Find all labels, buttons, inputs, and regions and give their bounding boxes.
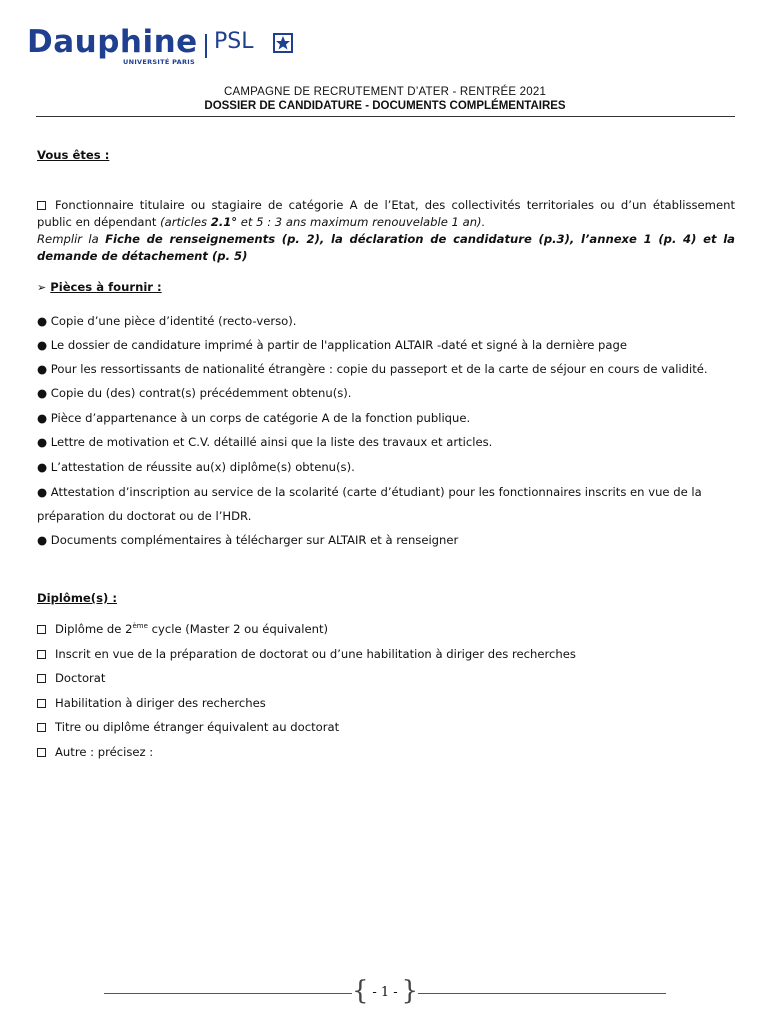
diplome-label: Titre ou diplôme étranger équivalent au doctorat	[55, 720, 340, 734]
arrow-bullet-icon: ➢	[37, 281, 47, 294]
diplome-label: Autre : précisez :	[55, 745, 154, 759]
diplome-label-prefix: Diplôme de 2	[55, 622, 133, 636]
right-brace-icon: }	[401, 976, 418, 1006]
pieces-heading-row	[37, 280, 162, 294]
pieces-item: ● L’attestation de réussite au(x) diplôme(s) obtenu(s).	[37, 460, 355, 474]
pieces-heading: Pièces à fournir :	[50, 280, 162, 294]
dauphine-psl-logo	[27, 24, 307, 70]
status-option	[37, 197, 735, 265]
pieces-item: ● Lettre de motivation et C.V. détaillé ainsi que la liste des travaux et articles.	[37, 435, 493, 449]
diplome-checkbox[interactable]	[37, 625, 46, 634]
logo-wordmark: Dauphine	[27, 24, 198, 60]
pieces-item: ● Documents complémentaires à télécharger sur ALTAIR et à renseigner	[37, 533, 459, 547]
diplome-option	[37, 696, 266, 710]
footer-rule-right	[418, 993, 666, 994]
articles-suffix: et 5 : 3 ans maximum renouvelable 1 an).	[240, 215, 486, 229]
diplome-label: Doctorat	[55, 671, 106, 685]
pieces-item: ● Pièce d’appartenance à un corps de catégorie A de la fonction publique.	[37, 411, 471, 425]
diplome-label-sup: ème	[132, 622, 148, 631]
remplir-documents: Fiche de renseignements (p. 2), la déclaration de candidature (p.3), l’annexe 1 (p. 4) et la demande de détachement (p. 5)	[37, 232, 735, 263]
diplomes-heading: Diplôme(s) :	[37, 591, 117, 605]
pieces-item-continuation: préparation du doctorat ou de l’HDR.	[37, 509, 252, 523]
diplome-option	[37, 671, 105, 685]
header-divider	[36, 116, 735, 117]
articles-number: 2.1°	[210, 215, 238, 229]
footer-rule-left	[104, 993, 352, 994]
pieces-item: ● Le dossier de candidature imprimé à partir de l'application ALTAIR -daté et signé à la dernière page	[37, 338, 627, 352]
logo-separator	[205, 34, 207, 58]
page-number	[352, 976, 418, 1006]
left-brace-icon: {	[352, 976, 369, 1006]
campaign-title: CAMPAGNE DE RECRUTEMENT D’ATER - RENTRÉE 2021	[223, 86, 547, 98]
pieces-item: ● Copie du (des) contrat(s) précédemment obtenu(s).	[37, 386, 352, 400]
pieces-item: ● Copie d’une pièce d’identité (recto-verso).	[37, 314, 297, 328]
diplome-checkbox[interactable]	[37, 723, 46, 732]
remplir-prefix: Remplir la	[37, 232, 99, 246]
logo-subtitle: UNIVERSITÉ PARIS	[123, 58, 195, 66]
status-heading: Vous êtes :	[37, 148, 110, 162]
dossier-title: DOSSIER DE CANDIDATURE - DOCUMENTS COMPLÉMENTAIRES	[204, 100, 566, 112]
diplome-checkbox[interactable]	[37, 748, 46, 757]
diplome-checkbox[interactable]	[37, 674, 46, 683]
logo-psl: PSL	[214, 29, 254, 54]
pieces-item: ● Attestation d’inscription au service de la scolarité (carte d’étudiant) pour les fonctionnaires inscrits en vue de la	[37, 485, 702, 499]
diplome-option	[37, 745, 153, 759]
diplome-checkbox[interactable]	[37, 650, 46, 659]
diplome-option	[37, 720, 339, 734]
articles-prefix: (articles	[160, 215, 208, 229]
diplome-option	[37, 647, 576, 661]
diplome-label: Habilitation à diriger des recherches	[55, 696, 266, 710]
pieces-item: ● Pour les ressortissants de nationalité étrangère : copie du passeport et de la carte de séjour en cours de validité.	[37, 362, 708, 376]
status-checkbox[interactable]	[37, 201, 46, 210]
psl-star-icon	[273, 33, 293, 53]
diplome-checkbox[interactable]	[37, 699, 46, 708]
diplome-label-suffix: cycle (Master 2 ou équivalent)	[147, 622, 329, 636]
page-number-text: - 1 -	[372, 985, 398, 1000]
diplome-option-master	[37, 622, 328, 636]
status-option-text: Fonctionnaire titulaire ou stagiaire de catégorie A de l’Etat, des collectivités territoriales ou d’un établissement public en dépendant	[37, 198, 735, 229]
diplome-label: Inscrit en vue de la préparation de doctorat ou d’une habilitation à diriger des recherches	[55, 647, 576, 661]
